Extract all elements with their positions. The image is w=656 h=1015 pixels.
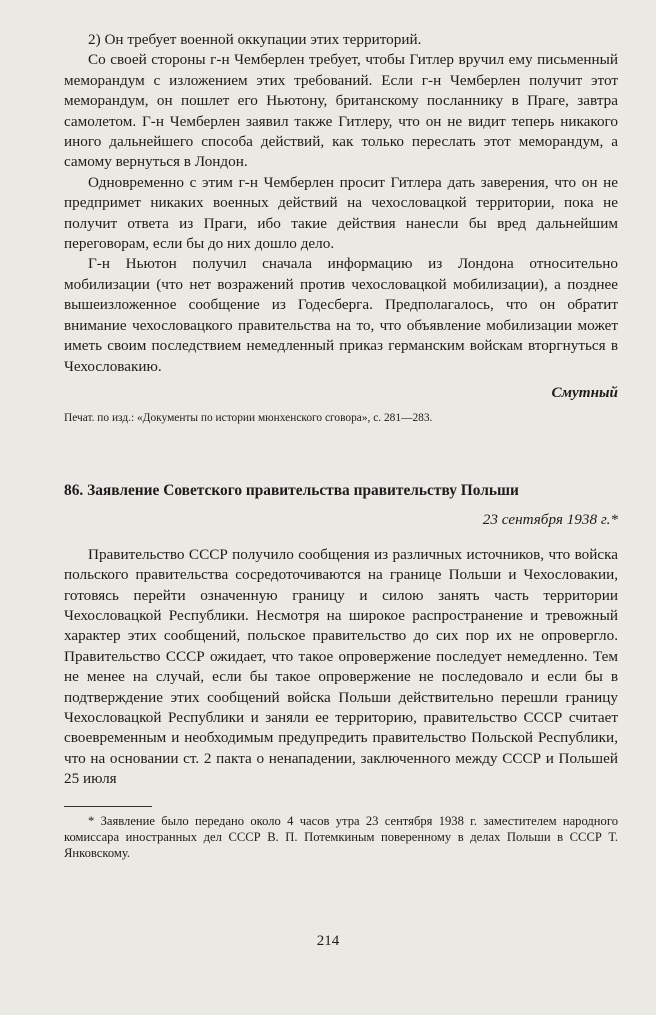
paragraph-assurances: Одновременно с этим г-н Чемберлен просит Гитлера дать заверения, что он не предпримет никаких военных действий на чехословацкой территории, пока не получит ответа из Праги, ибо такие действия нанесли бы вред дальнейшим переговорам, если бы до них дошло дело. [64,173,618,253]
footnote: * Заявление было передано около 4 часов утра 23 сентября 1938 г. заместителем народного комиссара иностранных дел СССР В. П. Потемкиным поверенному в делах Польши в СССР Т. Янковскому. [64,813,618,860]
document-date: 23 сентября 1938 г.* [482,511,618,529]
document-heading: 86. Заявление Советского правительства правительству Польши [64,482,519,500]
book-page [64,30,618,861]
paragraph-mobilization: Г-н Ньютон получил сначала информацию из Лондона относительно мобилизации (что нет возражений против чехословацкой мобилизации), а позднее вышеизложенное сообщение из Годесберга. Предполагалось, что он обратит внимание чехословацкого правительства на то, что объявление мобилизации может иметь своим последствием немедленный приказ германским войскам вторгнуться в Чехословакию. [64,255,618,375]
paragraph-demands: 2) Он требует военной оккупации этих территорий. [88,31,422,48]
document-body: Правительство СССР получило сообщения из различных источников, что войска польского правительства сосредоточиваются на границе Польши и Чехословакии, готовясь перейти означенную границу и силою занять часть территории Чехословацкой Республики. Несмотря на широкое распространение и тревожный характер этих сообщений, польское правительство до сих пор их не опровергло. Правительство СССР ожидает, что такое опровержение последует немедленно. Тем не менее на случай, если бы такое опровержение не последовало и если бы в подтверждение этих сообщений войска Польши действительно перешли границу Чехословацкой Республики и заняли ее территорию, правительство СССР считает своевременным и необходимым предупредить правительство Польской Республики, что на основании ст. 2 пакта о ненападении, заключенного между СССР и Польшей 25 июля [64,545,618,788]
footnote-divider [64,806,152,807]
page-number: 214 [316,933,340,949]
paragraph-memorandum: Со своей стороны г-н Чемберлен требует, чтобы Гитлер вручил ему письменный меморандум с изложением этих требований. Если г-н Чемберлен получит этот меморандум, он пошлет его Ньютону, британскому посланнику в Праге, завтра самолетом. Г-н Чемберлен заявил также Гитлеру, что он не видит теперь никакого иного дальнейшего способа действий, как только переслать этот меморандум, а самому вернуться в Лондон. [64,51,618,171]
signature: Смутный [551,383,618,401]
source-citation: Печат. по изд.: «Документы по истории мюнхенского сговора», с. 281—283. [64,412,433,425]
